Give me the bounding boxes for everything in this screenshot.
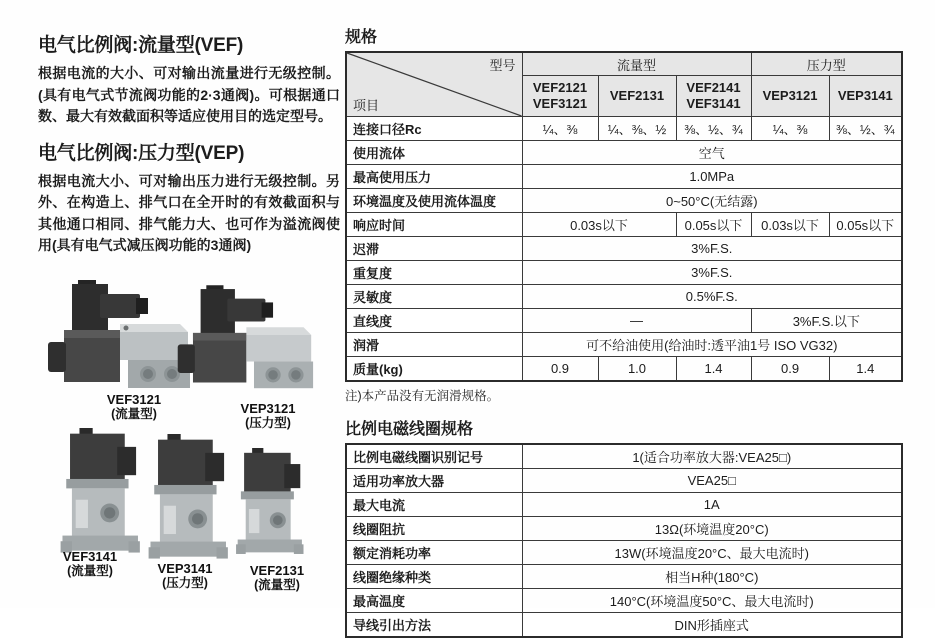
row-cell: 0.05s以下 xyxy=(829,213,902,237)
valve-photo-vef3121 xyxy=(42,280,192,403)
table-row xyxy=(346,237,902,261)
coil-spec-table xyxy=(345,443,903,638)
product-type: (流量型) xyxy=(67,564,113,578)
row-cell: ⅜、½、¾ xyxy=(829,117,902,141)
spec-corner-cell xyxy=(346,52,522,117)
group-header-flow: 流量型 xyxy=(522,52,751,76)
row-label: 连接口径Rc xyxy=(346,117,522,141)
row-label: 响应时间 xyxy=(346,213,522,237)
row-cell: 0.03s以下 xyxy=(751,213,829,237)
model-line: VEP3141 xyxy=(837,88,893,103)
table-row xyxy=(346,285,902,309)
row-label: 质量(kg) xyxy=(346,357,522,382)
model-header-4 xyxy=(751,76,829,117)
row-label: 线圈阻抗 xyxy=(346,517,522,541)
row-cell: 0.9 xyxy=(522,357,598,382)
row-value: 3%F.S. xyxy=(522,261,902,285)
row-value: 0.5%F.S. xyxy=(522,285,902,309)
row-cell: 3%F.S.以下 xyxy=(751,309,902,333)
row-cell: ⅜、½、¾ xyxy=(676,117,751,141)
row-label: 最大电流 xyxy=(346,493,522,517)
row-cell: ¼、⅜ xyxy=(522,117,598,141)
row-cell: 0.05s以下 xyxy=(676,213,751,237)
product-label-vef2131 xyxy=(227,563,327,593)
row-cell: — xyxy=(522,309,751,333)
row-value: 1(适合功率放大器:VEA25□) xyxy=(522,444,902,469)
row-value: 1A xyxy=(522,493,902,517)
product-type: (压力型) xyxy=(162,576,208,590)
product-type: (流量型) xyxy=(111,407,157,421)
model-line: VEF2141 xyxy=(686,80,741,95)
table-row xyxy=(346,613,902,638)
table-row xyxy=(346,565,902,589)
spec-table-note: 注)本产品没有无润滑规格。 xyxy=(345,389,500,403)
model-line: VEF2121 xyxy=(532,80,588,95)
model-header-1 xyxy=(522,76,598,117)
table-row xyxy=(346,333,902,357)
table-row xyxy=(346,469,902,493)
table-row xyxy=(346,541,902,565)
table-row xyxy=(346,213,902,237)
row-value: 可不给油使用(给油时:透平油1号 ISO VG32) xyxy=(522,333,902,357)
valve-illustration xyxy=(58,428,150,562)
valve-photo-vef2131 xyxy=(234,448,312,567)
product-type: (压力型) xyxy=(245,416,291,430)
product-type: (流量型) xyxy=(254,578,300,592)
table-row xyxy=(346,357,902,382)
row-label: 额定消耗功率 xyxy=(346,541,522,565)
row-cell: 0.03s以下 xyxy=(522,213,676,237)
row-label: 导线引出方法 xyxy=(346,613,522,638)
flow-valve-description: 根据电流的大小、可对输出流量进行无级控制。(具有电气式节流阀功能的2·3通阀)。可根据通口数、最大有效截面积等适应使用目的选定型号。 xyxy=(38,65,340,124)
row-cell: 1.0 xyxy=(598,357,676,382)
row-value: 相当H种(180°C) xyxy=(522,565,902,589)
valve-illustration xyxy=(42,280,192,398)
table-row xyxy=(346,141,902,165)
row-value: 3%F.S. xyxy=(522,237,902,261)
valve-photo-vep3121 xyxy=(172,285,315,403)
table-row xyxy=(346,589,902,613)
row-label: 线圈绝缘种类 xyxy=(346,565,522,589)
table-row xyxy=(346,444,902,469)
table-row xyxy=(346,493,902,517)
model-line: VEP3121 xyxy=(762,88,818,103)
product-label-vef3121 xyxy=(84,392,184,422)
row-cell: 1.4 xyxy=(829,357,902,382)
pressure-valve-title: 电气比例阀:压力型(VEP) xyxy=(38,142,245,164)
table-row xyxy=(346,189,902,213)
row-value: DIN形插座式 xyxy=(522,613,902,638)
row-value: 13Ω(环境温度20°C) xyxy=(522,517,902,541)
row-value: VEA25□ xyxy=(522,469,902,493)
valve-illustration xyxy=(146,434,238,568)
row-value: 13W(环境温度20°C、最大电流时) xyxy=(522,541,902,565)
spec-table-title: 规格 xyxy=(345,29,378,46)
model-line: VEF3121 xyxy=(532,96,588,111)
row-label: 使用流体 xyxy=(346,141,522,165)
row-label: 环境温度及使用流体温度 xyxy=(346,189,522,213)
product-model: VEF3121 xyxy=(106,392,162,407)
row-value: 140°C(环境温度50°C、最大电流时) xyxy=(522,589,902,613)
row-label: 迟滞 xyxy=(346,237,522,261)
row-value: 1.0MPa xyxy=(522,165,902,189)
model-line: VEF3141 xyxy=(686,96,741,111)
product-model: VEP3141 xyxy=(157,561,213,576)
row-label: 重复度 xyxy=(346,261,522,285)
product-label-vef3141 xyxy=(40,549,140,579)
model-header-2 xyxy=(598,76,676,117)
row-cell: ¼、⅜、½ xyxy=(598,117,676,141)
valve-illustration xyxy=(234,448,312,562)
table-row xyxy=(346,309,902,333)
model-line: VEF2131 xyxy=(609,88,665,103)
row-label: 适用功率放大器 xyxy=(346,469,522,493)
row-value: 0~50°C(无结露) xyxy=(522,189,902,213)
table-row xyxy=(346,261,902,285)
table-row xyxy=(346,117,902,141)
product-model: VEF3141 xyxy=(62,549,118,564)
table-row xyxy=(346,517,902,541)
model-header-5 xyxy=(829,76,902,117)
row-label: 灵敏度 xyxy=(346,285,522,309)
coil-table-title: 比例电磁线圈规格 xyxy=(345,421,474,438)
product-model: VEF2131 xyxy=(249,563,305,578)
valve-illustration xyxy=(172,285,315,398)
model-header-3 xyxy=(676,76,751,117)
product-label-vep3141 xyxy=(135,561,235,591)
corner-item-label: 项目 xyxy=(353,98,380,113)
row-cell: 1.4 xyxy=(676,357,751,382)
valve-photo-vep3141 xyxy=(146,434,238,573)
group-header-pressure: 压力型 xyxy=(751,52,902,76)
row-label: 直线度 xyxy=(346,309,522,333)
row-label: 最高温度 xyxy=(346,589,522,613)
spec-column xyxy=(345,24,902,638)
row-cell: 0.9 xyxy=(751,357,829,382)
product-model: VEP3121 xyxy=(240,401,296,416)
flow-valve-title: 电气比例阀:流量型(VEF) xyxy=(38,35,244,56)
intro-column xyxy=(38,30,340,267)
row-label: 润滑 xyxy=(346,333,522,357)
row-value: 空气 xyxy=(522,141,902,165)
corner-model-label: 型号 xyxy=(489,58,516,73)
spec-table xyxy=(345,51,903,382)
table-row xyxy=(346,165,902,189)
row-label: 最高使用压力 xyxy=(346,165,522,189)
valve-photo-vef3141 xyxy=(58,428,150,567)
row-label: 比例电磁线圈识别记号 xyxy=(346,444,522,469)
product-label-vep3121 xyxy=(218,401,318,431)
row-cell: ¼、⅜ xyxy=(751,117,829,141)
pressure-valve-description: 根据电流大小、可对输出压力进行无级控制。另外、在构造上、排气口在全开时的有效截面积与其他通口相同、排气能力大、也可作为溢流阀使用(具有电气式减压阀功能的3通阀) xyxy=(38,172,340,253)
